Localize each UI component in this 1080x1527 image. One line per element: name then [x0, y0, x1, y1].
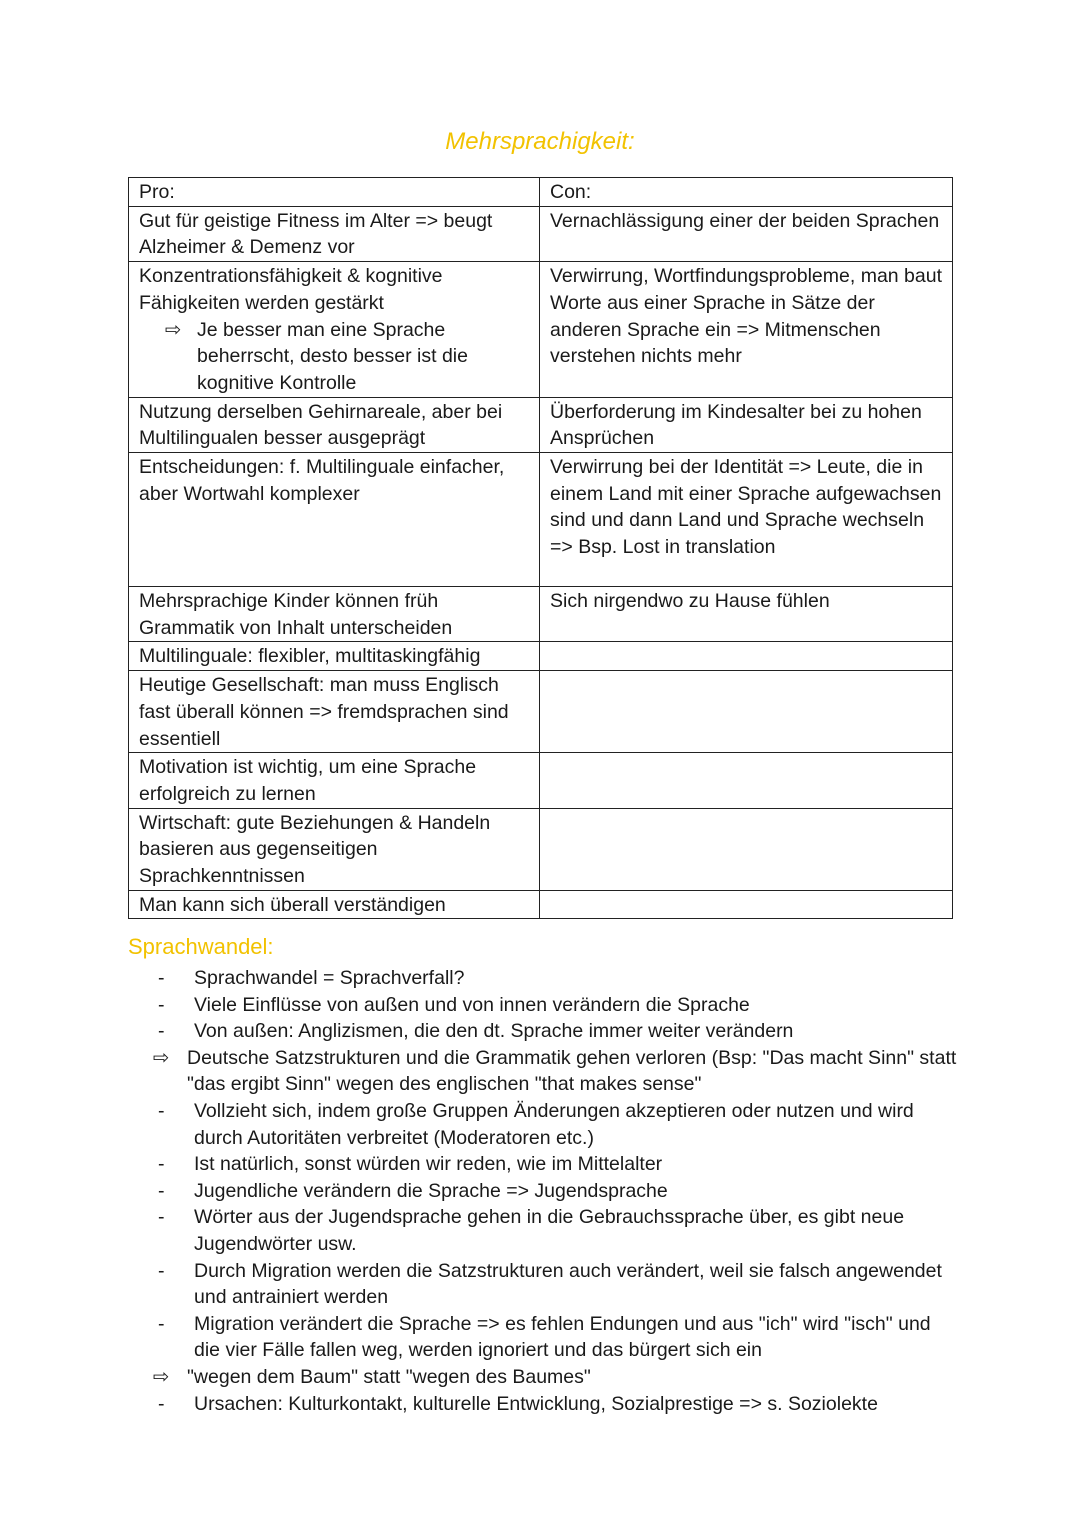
- list-item: [150, 992, 960, 1019]
- sprachwandel-list: [150, 965, 960, 1417]
- list-item: [150, 1258, 960, 1311]
- list-item-text: Ursachen: Kulturkontakt, kulturelle Entwicklung, Sozialprestige => s. Soziolekte: [194, 1392, 878, 1415]
- pro-cell: Gut für geistige Fitness im Alter => beugt Alzheimer & Demenz vor: [129, 206, 540, 261]
- pro-cell: Nutzung derselben Gehirnareale, aber bei Multilingualen besser ausgeprägt: [129, 397, 540, 452]
- dash-icon: -: [158, 993, 165, 1016]
- table-row: [129, 753, 953, 808]
- table-row: [129, 671, 953, 753]
- con-cell: Verwirrung, Wortfindungsprobleme, man baut Worte aus einer Sprache in Sätze der anderen Sprache ein => Mitmenschen verstehen nichts mehr: [540, 262, 953, 398]
- list-item: [150, 1098, 960, 1151]
- list-item-text: Vollzieht sich, indem große Gruppen Änderungen akzeptieren oder nutzen und wird durch Autoritäten verbreitet (Moderatoren etc.): [194, 1099, 914, 1149]
- list-item: [150, 1391, 960, 1418]
- pro-cell: Wirtschaft: gute Beziehungen & Handeln basieren aus gegenseitigen Sprachkenntnissen: [129, 808, 540, 890]
- list-item: [150, 1045, 960, 1098]
- list-item-text: Von außen: Anglizismen, die den dt. Sprache immer weiter verändern: [194, 1020, 794, 1043]
- pro-cell-text: Konzentrationsfähigkeit & kognitive Fähigkeiten werden gestärkt: [139, 265, 443, 314]
- con-cell: Vernachlässigung einer der beiden Sprachen: [540, 206, 953, 261]
- list-item-text: Deutsche Satzstrukturen und die Grammatik gehen verloren (Bsp: "Das macht Sinn" statt "das ergibt Sinn" wegen des englischen "that makes sense": [187, 1046, 957, 1096]
- pro-cell: Mehrsprachige Kinder können früh Grammatik von Inhalt unterscheiden: [129, 587, 540, 642]
- list-item-text: Viele Einflüsse von außen und von innen verändern die Sprache: [194, 993, 750, 1016]
- pro-cell: Multilinguale: flexibler, multitaskingfähig: [129, 642, 540, 671]
- pro-cell: Heutige Gesellschaft: man muss Englisch fast überall können => fremdsprachen sind essentiell: [129, 671, 540, 753]
- dash-icon: -: [158, 1099, 165, 1122]
- table-row: [129, 262, 953, 398]
- dash-icon: -: [158, 1020, 165, 1043]
- section-title: Sprachwandel:: [128, 934, 274, 959]
- list-item-text: Sprachwandel = Sprachverfall?: [194, 967, 465, 989]
- list-item: [150, 1178, 960, 1205]
- con-cell: [540, 890, 953, 919]
- list-item: [150, 1151, 960, 1178]
- list-item-text: Jugendliche verändern die Sprache => Jugendsprache: [194, 1179, 668, 1202]
- dash-icon: -: [158, 1206, 165, 1229]
- table-row: [129, 808, 953, 890]
- arrow-icon: ⇨: [165, 318, 182, 341]
- pro-subpoint: [139, 317, 530, 397]
- con-cell: Verwirrung bei der Identität => Leute, die in einem Land mit einer Sprache aufgewachsen sind und dann Land und Sprache wechseln => Bsp. Lost in translation: [540, 453, 953, 587]
- dash-icon: -: [158, 967, 165, 989]
- list-item-text: Ist natürlich, sonst würden wir reden, wie im Mittelalter: [194, 1153, 663, 1176]
- list-item-text: Durch Migration werden die Satzstrukturen auch verändert, weil sie falsch angewendet und antrainiert werden: [194, 1259, 942, 1309]
- con-cell: [540, 671, 953, 753]
- arrow-icon: ⇨: [153, 1365, 170, 1388]
- page-title: Mehrsprachigkeit:: [445, 128, 635, 155]
- list-item: [150, 1311, 960, 1364]
- arrow-icon: ⇨: [153, 1046, 170, 1069]
- dash-icon: -: [158, 1392, 165, 1415]
- list-item: [150, 1364, 960, 1391]
- dash-icon: -: [158, 1312, 165, 1335]
- pro-cell: Man kann sich überall verständigen: [129, 890, 540, 919]
- table-row: [129, 206, 953, 261]
- con-cell: [540, 808, 953, 890]
- table-row: [129, 587, 953, 642]
- pro-header: Pro:: [129, 178, 540, 207]
- table-row: [129, 890, 953, 919]
- pro-con-table: [128, 177, 953, 919]
- dash-icon: -: [158, 1153, 165, 1176]
- con-cell: Überforderung im Kindesalter bei zu hohen Ansprüchen: [540, 397, 953, 452]
- list-item: [150, 1018, 960, 1045]
- table-row: [129, 397, 953, 452]
- list-item: [150, 1204, 960, 1257]
- con-cell: [540, 753, 953, 808]
- list-item: [150, 965, 960, 992]
- list-item-text: Wörter aus der Jugendsprache gehen in die Gebrauchssprache über, es gibt neue Jugendwörter usw.: [194, 1206, 905, 1255]
- table-header-row: [129, 178, 953, 207]
- pro-cell: Entscheidungen: f. Multilinguale einfacher, aber Wortwahl komplexer: [129, 453, 540, 587]
- pro-cell: Motivation ist wichtig, um eine Sprache erfolgreich zu lernen: [129, 753, 540, 808]
- dash-icon: -: [158, 1259, 165, 1282]
- table-row: [129, 642, 953, 671]
- table-row: [129, 453, 953, 587]
- con-cell: [540, 642, 953, 671]
- con-header: Con:: [540, 178, 953, 207]
- dash-icon: -: [158, 1179, 165, 1202]
- pro-subpoint-text: Je besser man eine Sprache beherrscht, desto besser ist die kognitive Kontrolle: [197, 318, 468, 394]
- list-item-text: "wegen dem Baum" statt "wegen des Baumes": [187, 1365, 591, 1388]
- list-item-text: Migration verändert die Sprache => es fehlen Endungen und aus "ich" wird "isch" und die vier Fälle fallen weg, werden ignoriert und das bürgert sich ein: [194, 1312, 931, 1362]
- con-cell: Sich nirgendwo zu Hause fühlen: [540, 587, 953, 642]
- pro-cell: [129, 262, 540, 398]
